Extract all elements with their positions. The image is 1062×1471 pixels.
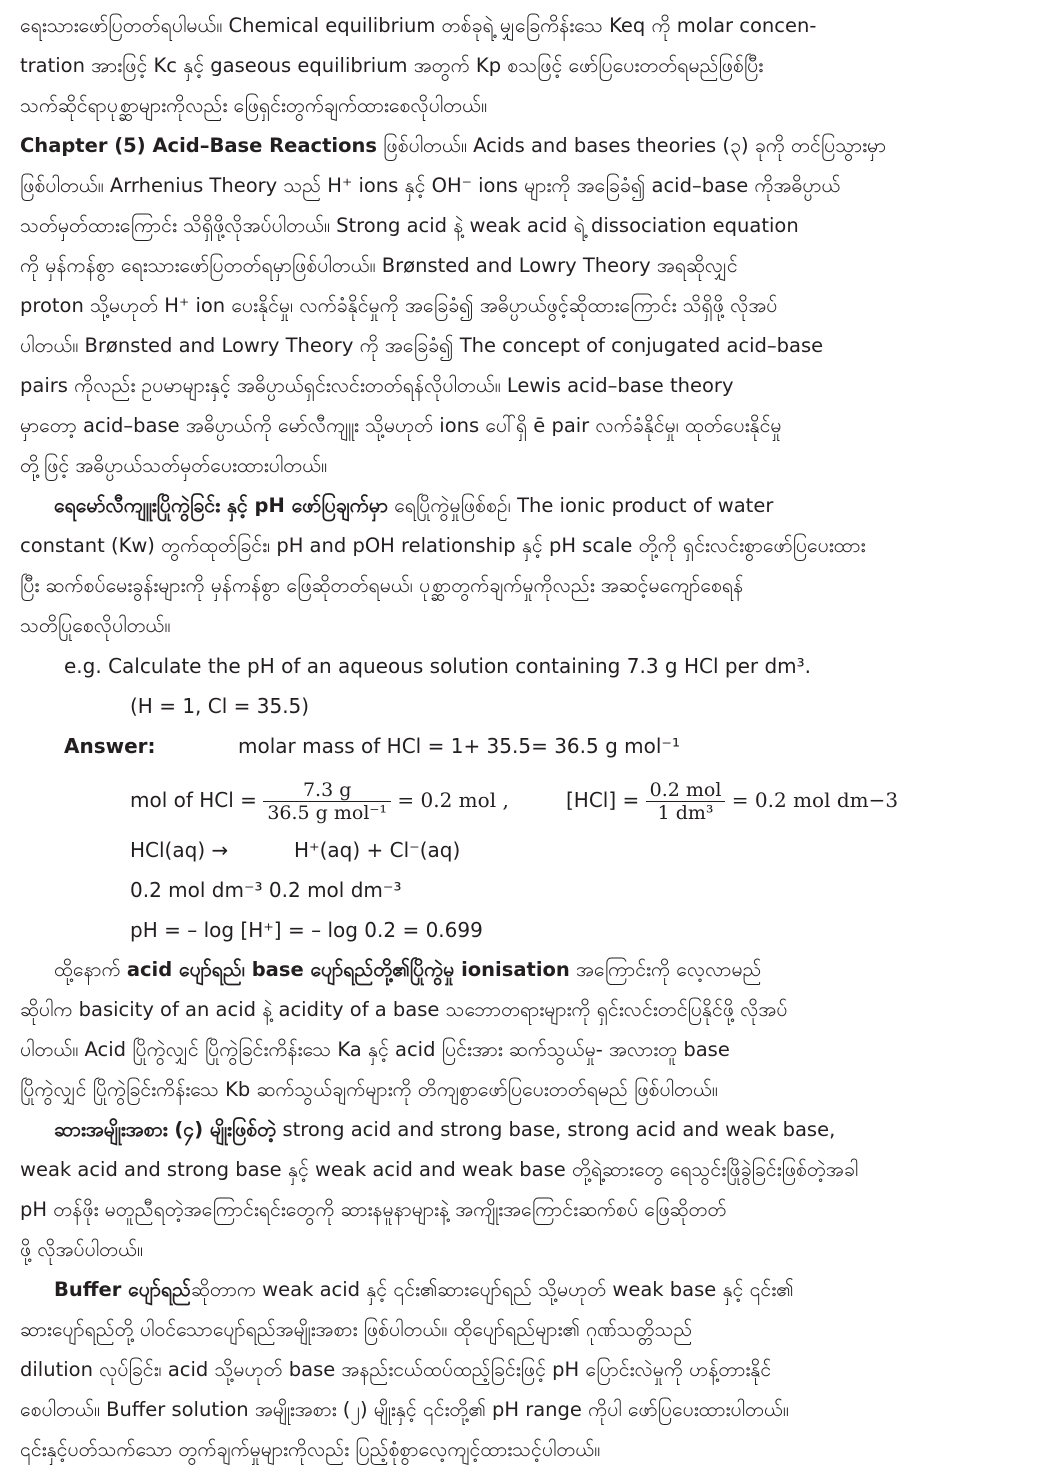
text-line: ကို မှန်ကန်စွာ ရေးသားဖော်ပြတတ်ရမှာဖြစ်ပါတယ်။ Brønsted and Lowry Theory အရဆိုလျှင် [20, 254, 738, 277]
chapter-heading: Chapter (5) Acid–Base Reactions [20, 134, 377, 157]
text-run: ထို့နောက် [54, 958, 127, 981]
text-run: ဖြစ်ပါတယ်။ Acids and bases theories (၃) ခုကို တင်ပြသွားမှာ [376, 134, 887, 157]
paragraph-water-ionisation [20, 486, 1042, 646]
text-line: constant (Kw) တွက်ထုတ်ခြင်း၊ pH and pOH relationship နှင့် pH scale တို့ကို ရှင်းလင်းစွာဖော်ပြပေးထား [20, 534, 866, 557]
text-line: tration အားဖြင့် Kc နှင့် gaseous equilibrium အတွက် Kp စသဖြင့် ဖော်ပြပေးတတ်ရမည်ဖြစ်ပြီး [20, 54, 764, 77]
text-line: ဆားပျော်ရည်တို့ ပါဝင်သောပျော်ရည်အမျိုးအစား ဖြစ်ပါတယ်။ ထိုပျော်ရည်များ၏ ဂုဏ်သတ္တိသည် [20, 1318, 693, 1341]
text-line: ပါတယ်။ Acid ပြိုကွဲလျှင် ပြိုကွဲခြင်းကိန်းသေ Ka နှင့် acid ပြင်းအား ဆက်သွယ်မှု- အလားတူ base [20, 1038, 730, 1061]
mol-calculation [130, 770, 509, 830]
text-line: ပါတယ်။ Brønsted and Lowry Theory ကို အခြေခံ၍ The concept of conjugated acid–base [20, 334, 824, 357]
text-line: proton သို့မဟုတ် H⁺ ion ပေးနိုင်မှု၊ လက်ခံနိုင်မှုကို အခြေခံ၍ အဓိပ္ပာယ်ဖွင့်ဆိုထားကြောင်း သိရှိဖို့ လိုအပ် [20, 294, 778, 317]
paragraph-ionisation [20, 950, 1042, 1110]
section-heading: acid ပျော်ရည်၊ base ပျော်ရည်တို့၏ပြိုကွဲမှု ionisation [126, 958, 570, 981]
text-line: weak acid and strong base နှင့် weak acid and weak base တို့ရဲ့ဆားတွေ ရေသွင်းဖြိုခွဲခြင်းဖြစ်တဲ့အခါ [20, 1158, 859, 1181]
answer-label: Answer: [64, 734, 156, 758]
conc-fraction [646, 779, 726, 824]
text-line [20, 1110, 1042, 1150]
text-line: ဖို့ လိုအပ်ပါတယ်။ [20, 1238, 143, 1261]
mol-fraction [263, 779, 391, 824]
section-heading: ဆားအမျိုးအစား (၄) မျိုးဖြစ်တဲ့ [54, 1118, 277, 1141]
text-line [20, 1270, 1042, 1310]
example-given: (H = 1, Cl = 35.5) [130, 694, 310, 718]
text-line: ပြိုကွဲလျှင် ပြိုကွဲခြင်းကိန်းသေ Kb ဆက်သွယ်ချက်များကို တိကျစွာဖော်ပြပေးတတ်ရမည် ဖြစ်ပါတယ်။ [20, 1078, 718, 1101]
conc-label: [HCl] = [566, 788, 640, 812]
fraction-numerator: 0.2 mol [646, 779, 726, 802]
example-question: e.g. Calculate the pH of an aqueous solution containing 7.3 g HCl per dm³. [64, 654, 812, 678]
paragraph-salt-hydrolysis [20, 1110, 1042, 1270]
section-heading: ရေမော်လီကျူးပြိုကွဲခြင်း နှင့် pH ဖော်ပြချက်မှာ [54, 494, 389, 517]
fraction-denominator: 36.5 g mol⁻¹ [267, 802, 388, 824]
text-run: ရေပြိုကွဲမှုဖြစ်စဉ်၊ The ionic product of water [388, 494, 774, 517]
paragraph-acid-base-theories [20, 126, 1042, 486]
text-line: dilution လုပ်ခြင်း၊ acid သို့မဟုတ် base အနည်းငယ်ထပ်ထည့်ခြင်းဖြင့် pH ပြောင်းလဲမှုကို ဟန့်တားနိုင် [20, 1358, 772, 1381]
text-line: သတိပြုစေလိုပါတယ်။ [20, 614, 171, 637]
dissociation-right: H⁺(aq) + Cl⁻(aq) [294, 838, 461, 862]
ph-result: pH = – log [H⁺] = – log 0.2 = 0.699 [130, 918, 483, 942]
section-heading: Buffer ပျော်ရည် [54, 1278, 192, 1301]
text-run: အကြောင်းကို လေ့လာမည် [569, 958, 762, 981]
text-line: သက်ဆိုင်ရာပုစ္ဆာများကိုလည်း ဖြေရှင်းတွက်ချက်ထားစေလိုပါတယ်။ [20, 94, 488, 117]
text-line: pairs ကိုလည်း ဥပမာများနှင့် အဓိပ္ပာယ်ရှင်းလင်းတတ်ရန်လိုပါတယ်။ Lewis acid–base theory [20, 374, 734, 397]
mol-label: mol of HCl = [130, 788, 257, 812]
text-line: ရေးသားဖော်ပြတတ်ရပါမယ်။ Chemical equilibrium တစ်ခုရဲ့ မျှခြေကိန်းသေ Keq ကို molar concen- [20, 14, 817, 37]
text-line: ၎င်းနှင့်ပတ်သက်သော တွက်ချက်မှုများကိုလည်း ပြည့်စုံစွာလေ့ကျင့်ထားသင့်ပါတယ်။ [20, 1438, 601, 1461]
concentration-calculation [566, 770, 898, 830]
text-line: ဆိုပါက basicity of an acid နဲ့ acidity of a base သဘောတရားများကို ရှင်းလင်းတင်ပြနိုင်ဖို့ လိုအပ် [20, 998, 788, 1021]
paragraph-equilibrium [20, 6, 1042, 126]
equilibrium-concentrations: 0.2 mol dm⁻³ 0.2 mol dm⁻³ [130, 878, 402, 902]
text-line [20, 950, 1042, 990]
text-line: မှာတော့ acid–base အဓိပ္ပာယ်ကို မော်လီကျူး သို့မဟုတ် ions ပေါ်ရှိ ē pair လက်ခံနိုင်မှု၊ ထုတ်ပေးနိုင်မှု [20, 414, 782, 437]
text-line: သတ်မှတ်ထားကြောင်း သိရှိဖို့လိုအပ်ပါတယ်။ Strong acid နဲ့ weak acid ရဲ့ dissociation equation [20, 214, 799, 237]
dissociation-left: HCl(aq) → [130, 838, 229, 862]
text-line: တို့ဖြင့် အဓိပ္ပာယ်သတ်မှတ်ပေးထားပါတယ်။ [20, 454, 328, 477]
text-line: စေပါတယ်။ Buffer solution အမျိုးအစား (၂) မျိုးနှင့် ၎င်းတို့၏ pH range ကိုပါ ဖော်ပြပေးထားပါတယ်။ [20, 1398, 789, 1421]
mol-result: = 0.2 mol , [397, 788, 509, 812]
text-line [20, 486, 1042, 526]
conc-result: = 0.2 mol dm−3 [731, 788, 899, 812]
text-line [20, 126, 1042, 166]
text-run: strong acid and strong base, strong acid and weak base, [276, 1118, 836, 1141]
text-line: pH တန်ဖိုး မတူညီရတဲ့အကြောင်းရင်းတွေကို ဆားနမူနာများနဲ့ အကျိုးအကြောင်းဆက်စပ် ဖြေဆိုတတ် [20, 1198, 727, 1221]
paragraph-buffer [20, 1270, 1042, 1470]
molar-mass-line: molar mass of HCl = 1+ 35.5= 36.5 g mol⁻¹ [238, 734, 680, 758]
text-line: ပြီး ဆက်စပ်မေးခွန်းများကို မှန်ကန်စွာ ဖြေဆိုတတ်ရမယ်၊ ပုစ္ဆာတွက်ချက်မှုကိုလည်း အဆင့်မကျော်စေရန် [20, 574, 744, 597]
fraction-numerator: 7.3 g [263, 779, 391, 802]
text-run: ဆိုတာက weak acid နှင့် ၎င်း၏ဆားပျော်ရည် သို့မဟုတ် weak base နှင့် ၎င်း၏ [191, 1278, 794, 1301]
fraction-denominator: 1 dm³ [657, 802, 714, 824]
text-line: ဖြစ်ပါတယ်။ Arrhenius Theory သည် H⁺ ions နှင့် OH⁻ ions များကို အခြေခံ၍ acid–base ကိုအဓိပ္ပာယ် [20, 174, 841, 197]
